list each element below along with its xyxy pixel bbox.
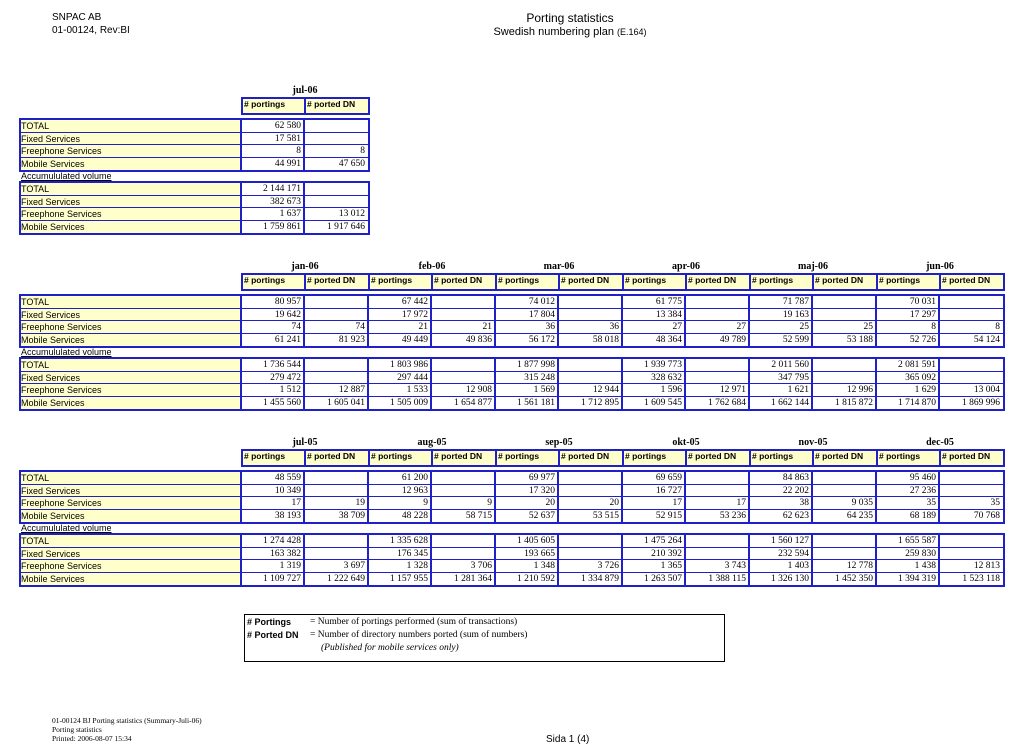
portings-value: 27 bbox=[672, 322, 682, 332]
ported-dn-value: 1 815 872 bbox=[835, 397, 873, 408]
portings-value: 347 795 bbox=[778, 372, 809, 383]
portings-value: 68 189 bbox=[909, 510, 936, 521]
row-label: Mobile Services bbox=[19, 158, 241, 170]
ported-dn-value bbox=[813, 372, 873, 384]
ported-dn-value bbox=[813, 485, 873, 497]
ported-dn-value bbox=[813, 535, 873, 547]
portings-value: 80 957 bbox=[274, 297, 301, 307]
portings-value: 69 977 bbox=[528, 473, 555, 483]
month-label: jul-05 bbox=[292, 437, 318, 448]
ported-dn-value bbox=[686, 372, 746, 384]
portings-value: 1 533 bbox=[406, 385, 428, 395]
portings-value: 17 bbox=[291, 498, 301, 508]
portings-value: 48 364 bbox=[655, 334, 682, 345]
ported-dn-value: 12 944 bbox=[592, 385, 619, 395]
portings-value: 1 637 bbox=[279, 209, 301, 219]
ported-dn-value bbox=[305, 359, 365, 371]
portings-value: 210 392 bbox=[651, 548, 682, 559]
row-label: TOTAL bbox=[19, 472, 241, 484]
ported-dn-value: 12 908 bbox=[465, 385, 492, 395]
portings-value: 259 830 bbox=[905, 548, 936, 559]
portings-value: 193 665 bbox=[524, 548, 555, 559]
portings-value: 17 972 bbox=[401, 309, 428, 320]
portings-value: 49 449 bbox=[401, 334, 428, 345]
portings-value: 84 863 bbox=[782, 473, 809, 483]
subtitle-tag: (E.164) bbox=[617, 27, 647, 37]
row-label: Mobile Services bbox=[19, 221, 241, 233]
portings-value: 1 328 bbox=[406, 561, 428, 571]
ported-dn-value bbox=[686, 535, 746, 547]
month-label: jun-06 bbox=[926, 261, 954, 272]
col-header-ported-dn: # ported DN bbox=[558, 273, 624, 291]
ported-dn-value: 70 768 bbox=[973, 510, 1000, 521]
col-header-ported-dn: # ported DN bbox=[431, 449, 497, 467]
ported-dn-value bbox=[559, 309, 619, 321]
month-label: nov-05 bbox=[798, 437, 828, 448]
ported-dn-value: 3 697 bbox=[343, 561, 365, 571]
portings-value: 17 297 bbox=[909, 309, 936, 320]
portings-value: 1 438 bbox=[914, 561, 936, 571]
row-label: Freephone Services bbox=[19, 145, 241, 157]
ported-dn-value bbox=[813, 472, 873, 484]
portings-value: 1 560 127 bbox=[771, 536, 809, 546]
ported-dn-value bbox=[940, 372, 1000, 384]
portings-value: 382 673 bbox=[270, 196, 301, 207]
ported-dn-value bbox=[432, 309, 492, 321]
portings-value: 279 472 bbox=[270, 372, 301, 383]
ported-dn-value: 49 789 bbox=[719, 334, 746, 345]
ported-dn-value bbox=[432, 535, 492, 547]
ported-dn-value bbox=[559, 548, 619, 560]
col-header-ported-dn: # ported DN bbox=[939, 273, 1005, 291]
portings-value: 1 109 727 bbox=[263, 573, 301, 584]
ported-dn-value: 74 bbox=[355, 322, 365, 332]
ported-dn-value: 38 709 bbox=[338, 510, 365, 521]
portings-value: 297 444 bbox=[397, 372, 428, 383]
ported-dn-value bbox=[940, 359, 1000, 371]
portings-value: 1 210 592 bbox=[517, 573, 555, 584]
portings-value: 1 714 870 bbox=[898, 397, 936, 408]
ported-dn-value: 8 bbox=[995, 322, 1000, 332]
portings-value: 48 559 bbox=[274, 473, 301, 483]
portings-value: 315 248 bbox=[524, 372, 555, 383]
col-header-ported-dn: # ported DN bbox=[685, 449, 751, 467]
company-name: SNPAC AB bbox=[52, 12, 102, 23]
portings-value: 70 031 bbox=[909, 297, 936, 307]
accumulated-volume-title: Accumululated volume bbox=[21, 523, 112, 533]
ported-dn-value bbox=[813, 359, 873, 371]
portings-value: 365 092 bbox=[905, 372, 936, 383]
portings-value: 1 157 955 bbox=[390, 573, 428, 584]
row-label: Freephone Services bbox=[19, 384, 241, 396]
col-header-ported-dn: # ported DN bbox=[431, 273, 497, 291]
col-header-ported-dn: # ported DN bbox=[685, 273, 751, 291]
row-label: Freephone Services bbox=[19, 321, 241, 333]
ported-dn-value bbox=[559, 372, 619, 384]
ported-dn-value: 12 778 bbox=[846, 561, 873, 571]
ported-dn-value: 53 188 bbox=[846, 334, 873, 345]
ported-dn-value bbox=[813, 296, 873, 308]
col-header-ported-dn: # ported DN bbox=[939, 449, 1005, 467]
col-header-ported-dn: # ported DN bbox=[304, 273, 370, 291]
portings-value: 19 163 bbox=[782, 309, 809, 320]
ported-dn-value: 3 743 bbox=[724, 561, 746, 571]
portings-value: 1 348 bbox=[533, 561, 555, 571]
row-label: Freephone Services bbox=[19, 560, 241, 572]
portings-value: 1 596 bbox=[660, 385, 682, 395]
ported-dn-value: 58 715 bbox=[465, 510, 492, 521]
portings-value: 56 172 bbox=[528, 334, 555, 345]
portings-value: 20 bbox=[545, 498, 555, 508]
portings-value: 61 200 bbox=[401, 473, 428, 483]
ported-dn-value: 25 bbox=[863, 322, 873, 332]
ported-dn-value: 27 bbox=[736, 322, 746, 332]
portings-value: 1 803 986 bbox=[390, 360, 428, 370]
ported-dn-value: 3 726 bbox=[597, 561, 619, 571]
ported-dn-value bbox=[432, 472, 492, 484]
col-header-portings: # portings bbox=[749, 273, 814, 291]
portings-value: 2 144 171 bbox=[263, 184, 301, 194]
portings-value: 74 bbox=[291, 322, 301, 332]
ported-dn-value bbox=[686, 472, 746, 484]
ported-dn-value: 1 762 684 bbox=[708, 397, 746, 408]
ported-dn-value bbox=[432, 372, 492, 384]
ported-dn-value: 19 bbox=[355, 498, 365, 508]
portings-value: 1 939 773 bbox=[644, 360, 682, 370]
ported-dn-value: 58 018 bbox=[592, 334, 619, 345]
page-number: Sida 1 (4) bbox=[546, 734, 590, 745]
portings-value: 17 804 bbox=[528, 309, 555, 320]
ported-dn-value bbox=[940, 548, 1000, 560]
ported-dn-value bbox=[305, 309, 365, 321]
ported-dn-value bbox=[686, 309, 746, 321]
portings-value: 61 775 bbox=[655, 297, 682, 307]
ported-dn-value: 21 bbox=[482, 322, 492, 332]
portings-value: 48 228 bbox=[401, 510, 428, 521]
col-header-portings: # portings bbox=[241, 449, 306, 467]
page-subtitle bbox=[0, 25, 1024, 39]
portings-value: 1 655 587 bbox=[898, 536, 936, 546]
footer-doc: Porting statistics bbox=[52, 725, 102, 734]
row-label: Fixed Services bbox=[19, 548, 241, 560]
ported-dn-value: 17 bbox=[736, 498, 746, 508]
col-header-portings: # portings bbox=[241, 97, 306, 115]
portings-value: 176 345 bbox=[397, 548, 428, 559]
portings-value: 1 569 bbox=[533, 385, 555, 395]
month-label: okt-05 bbox=[672, 437, 700, 448]
portings-value: 1 335 628 bbox=[390, 536, 428, 546]
row-label: Mobile Services bbox=[19, 510, 241, 522]
col-header-portings: # portings bbox=[495, 449, 560, 467]
ported-dn-value: 20 bbox=[609, 498, 619, 508]
portings-value: 232 594 bbox=[778, 548, 809, 559]
document-footer bbox=[52, 716, 202, 743]
ported-dn-value bbox=[686, 548, 746, 560]
portings-value: 16 727 bbox=[655, 485, 682, 496]
accumulated-volume-title: Accumululated volume bbox=[21, 171, 112, 181]
portings-value: 22 202 bbox=[782, 485, 809, 496]
portings-value: 17 320 bbox=[528, 485, 555, 496]
ported-dn-value bbox=[559, 359, 619, 371]
row-label: Fixed Services bbox=[19, 133, 241, 145]
portings-value: 1 512 bbox=[279, 385, 301, 395]
ported-dn-value: 9 035 bbox=[851, 498, 873, 508]
ported-dn-value bbox=[305, 372, 365, 384]
ported-dn-value bbox=[305, 548, 365, 560]
portings-value: 61 241 bbox=[274, 334, 301, 345]
footer-file: 01-00124 BJ Porting statistics (Summary-Juli-06) bbox=[52, 716, 202, 725]
accumulated-volume-title: Accumululated volume bbox=[21, 347, 112, 357]
legend-note: (Published for mobile services only) bbox=[321, 643, 459, 653]
portings-value: 36 bbox=[545, 322, 555, 332]
legend-ported bbox=[247, 629, 528, 642]
row-label: Freephone Services bbox=[19, 208, 241, 220]
portings-value: 8 bbox=[296, 146, 301, 156]
month-label: jan-06 bbox=[291, 261, 319, 272]
portings-value: 8 bbox=[931, 322, 936, 332]
ported-dn-value bbox=[305, 535, 365, 547]
col-header-ported-dn: # ported DN bbox=[812, 273, 878, 291]
col-header-portings: # portings bbox=[241, 273, 306, 291]
portings-value: 1 455 560 bbox=[263, 397, 301, 408]
row-label: Fixed Services bbox=[19, 485, 241, 497]
portings-value: 1 263 507 bbox=[644, 573, 682, 584]
ported-dn-value bbox=[559, 535, 619, 547]
ported-dn-value: 8 bbox=[360, 146, 365, 156]
portings-value: 44 991 bbox=[274, 158, 301, 169]
portings-value: 62 623 bbox=[782, 510, 809, 521]
col-header-ported-dn: # ported DN bbox=[304, 97, 370, 115]
ported-dn-value bbox=[940, 472, 1000, 484]
col-header-portings: # portings bbox=[876, 273, 941, 291]
ported-dn-value: 64 235 bbox=[846, 510, 873, 521]
ported-dn-value bbox=[940, 309, 1000, 321]
portings-value: 52 637 bbox=[528, 510, 555, 521]
ported-dn-value bbox=[686, 359, 746, 371]
ported-dn-value bbox=[305, 296, 365, 308]
portings-value: 328 632 bbox=[651, 372, 682, 383]
legend-portings-term: # Portings bbox=[247, 617, 292, 627]
portings-value: 2 081 591 bbox=[898, 360, 936, 370]
legend-portings-def: = Number of portings performed (sum of transactions) bbox=[310, 617, 518, 627]
portings-value: 1 561 181 bbox=[517, 397, 555, 408]
document-title-block bbox=[0, 11, 1024, 39]
ported-dn-value bbox=[432, 296, 492, 308]
ported-dn-value: 1 452 350 bbox=[835, 573, 873, 584]
col-header-portings: # portings bbox=[622, 273, 687, 291]
row-label: Fixed Services bbox=[19, 372, 241, 384]
row-label: Freephone Services bbox=[19, 497, 241, 509]
ported-dn-value bbox=[813, 548, 873, 560]
portings-value: 1 759 861 bbox=[263, 221, 301, 232]
ported-dn-value: 1 334 879 bbox=[581, 573, 619, 584]
portings-value: 74 012 bbox=[528, 297, 555, 307]
portings-value: 27 236 bbox=[909, 485, 936, 496]
col-header-portings: # portings bbox=[368, 273, 433, 291]
month-label: jul-06 bbox=[292, 85, 318, 96]
ported-dn-value: 35 bbox=[990, 498, 1000, 508]
row-label: TOTAL bbox=[19, 296, 241, 308]
portings-value: 1 736 544 bbox=[263, 360, 301, 370]
portings-value: 17 bbox=[672, 498, 682, 508]
month-label: apr-06 bbox=[672, 261, 700, 272]
portings-value: 13 384 bbox=[655, 309, 682, 320]
ported-dn-value: 13 004 bbox=[973, 385, 1000, 395]
col-header-portings: # portings bbox=[368, 449, 433, 467]
col-header-ported-dn: # ported DN bbox=[812, 449, 878, 467]
portings-value: 35 bbox=[926, 498, 936, 508]
subtitle-text: Swedish numbering plan bbox=[493, 26, 614, 38]
portings-value: 2 011 560 bbox=[771, 360, 809, 370]
portings-value: 163 382 bbox=[270, 548, 301, 559]
portings-value: 38 bbox=[799, 498, 809, 508]
portings-value: 1 403 bbox=[787, 561, 809, 571]
ported-dn-value: 12 887 bbox=[338, 385, 365, 395]
portings-value: 21 bbox=[418, 322, 428, 332]
ported-dn-value: 1 917 646 bbox=[327, 221, 365, 232]
portings-value: 17 581 bbox=[274, 133, 301, 144]
ported-dn-value bbox=[305, 196, 365, 208]
portings-value: 1 629 bbox=[914, 385, 936, 395]
month-label: maj-06 bbox=[798, 261, 828, 272]
col-header-ported-dn: # ported DN bbox=[558, 449, 624, 467]
portings-value: 1 505 009 bbox=[390, 397, 428, 408]
ported-dn-value bbox=[305, 183, 365, 195]
col-header-ported-dn: # ported DN bbox=[304, 449, 370, 467]
ported-dn-value bbox=[305, 120, 365, 132]
portings-value: 52 726 bbox=[909, 334, 936, 345]
ported-dn-value bbox=[432, 359, 492, 371]
month-label: mar-06 bbox=[543, 261, 575, 272]
row-label: TOTAL bbox=[19, 535, 241, 547]
ported-dn-value bbox=[940, 485, 1000, 497]
legend-ported-term: # Ported DN bbox=[247, 630, 299, 640]
month-label: feb-06 bbox=[418, 261, 446, 272]
portings-value: 1 319 bbox=[279, 561, 301, 571]
portings-value: 10 349 bbox=[274, 485, 301, 496]
ported-dn-value bbox=[432, 548, 492, 560]
ported-dn-value: 36 bbox=[609, 322, 619, 332]
portings-value: 25 bbox=[799, 322, 809, 332]
legend-portings bbox=[247, 616, 518, 629]
ported-dn-value: 1 388 115 bbox=[708, 573, 746, 584]
ported-dn-value bbox=[305, 133, 365, 145]
document-reference: 01-00124, Rev:BI bbox=[52, 25, 130, 36]
ported-dn-value bbox=[559, 296, 619, 308]
portings-value: 1 274 428 bbox=[263, 536, 301, 546]
ported-dn-value: 9 bbox=[487, 498, 492, 508]
ported-dn-value: 12 971 bbox=[719, 385, 746, 395]
portings-value: 12 963 bbox=[401, 485, 428, 496]
ported-dn-value bbox=[686, 296, 746, 308]
portings-value: 38 193 bbox=[274, 510, 301, 521]
col-header-portings: # portings bbox=[495, 273, 560, 291]
ported-dn-value: 54 124 bbox=[973, 334, 1000, 345]
ported-dn-value: 3 706 bbox=[470, 561, 492, 571]
ported-dn-value bbox=[559, 472, 619, 484]
ported-dn-value: 12 813 bbox=[973, 561, 1000, 571]
portings-value: 1 609 545 bbox=[644, 397, 682, 408]
ported-dn-value bbox=[940, 535, 1000, 547]
portings-value: 52 599 bbox=[782, 334, 809, 345]
portings-value: 69 659 bbox=[655, 473, 682, 483]
footer-printed: Printed: 2006-08-07 15:34 bbox=[52, 734, 132, 743]
row-label: TOTAL bbox=[19, 183, 241, 195]
month-label: aug-05 bbox=[417, 437, 447, 448]
row-label: TOTAL bbox=[19, 359, 241, 371]
portings-value: 95 460 bbox=[909, 473, 936, 483]
row-label: Fixed Services bbox=[19, 309, 241, 321]
ported-dn-value bbox=[305, 485, 365, 497]
ported-dn-value bbox=[686, 485, 746, 497]
ported-dn-value: 81 923 bbox=[338, 334, 365, 345]
ported-dn-value: 1 712 895 bbox=[581, 397, 619, 408]
portings-value: 1 621 bbox=[787, 385, 809, 395]
portings-value: 52 915 bbox=[655, 510, 682, 521]
ported-dn-value: 13 012 bbox=[338, 209, 365, 219]
ported-dn-value: 1 605 041 bbox=[327, 397, 365, 408]
ported-dn-value bbox=[305, 472, 365, 484]
ported-dn-value: 1 281 364 bbox=[454, 573, 492, 584]
portings-value: 9 bbox=[423, 498, 428, 508]
ported-dn-value: 49 836 bbox=[465, 334, 492, 345]
legend-box bbox=[244, 614, 725, 662]
col-header-portings: # portings bbox=[749, 449, 814, 467]
portings-value: 1 394 319 bbox=[898, 573, 936, 584]
legend-ported-def: = Number of directory numbers ported (sum of numbers) bbox=[310, 630, 528, 640]
portings-value: 1 475 264 bbox=[644, 536, 682, 546]
ported-dn-value bbox=[432, 485, 492, 497]
ported-dn-value: 53 236 bbox=[719, 510, 746, 521]
row-label: Mobile Services bbox=[19, 573, 241, 585]
portings-value: 19 642 bbox=[274, 309, 301, 320]
ported-dn-value: 1 523 118 bbox=[962, 573, 1000, 584]
page-title: Porting statistics bbox=[526, 11, 614, 25]
portings-value: 1 326 130 bbox=[771, 573, 809, 584]
portings-value: 71 787 bbox=[782, 297, 809, 307]
ported-dn-value: 1 222 649 bbox=[327, 573, 365, 584]
month-label: sep-05 bbox=[545, 437, 573, 448]
portings-value: 1 877 998 bbox=[517, 360, 555, 370]
col-header-portings: # portings bbox=[622, 449, 687, 467]
portings-value: 62 580 bbox=[274, 121, 301, 131]
ported-dn-value: 12 996 bbox=[846, 385, 873, 395]
ported-dn-value: 53 515 bbox=[592, 510, 619, 521]
row-label: Fixed Services bbox=[19, 196, 241, 208]
portings-value: 1 365 bbox=[660, 561, 682, 571]
ported-dn-value: 1 654 877 bbox=[454, 397, 492, 408]
row-label: Mobile Services bbox=[19, 397, 241, 409]
month-label: dec-05 bbox=[926, 437, 954, 448]
portings-value: 1 662 144 bbox=[771, 397, 809, 408]
portings-value: 1 405 605 bbox=[517, 536, 555, 546]
ported-dn-value bbox=[813, 309, 873, 321]
ported-dn-value: 47 650 bbox=[338, 158, 365, 169]
ported-dn-value: 1 869 996 bbox=[962, 397, 1000, 408]
row-label: Mobile Services bbox=[19, 334, 241, 346]
ported-dn-value bbox=[940, 296, 1000, 308]
col-header-portings: # portings bbox=[876, 449, 941, 467]
portings-value: 67 442 bbox=[401, 297, 428, 307]
row-label: TOTAL bbox=[19, 120, 241, 132]
ported-dn-value bbox=[559, 485, 619, 497]
